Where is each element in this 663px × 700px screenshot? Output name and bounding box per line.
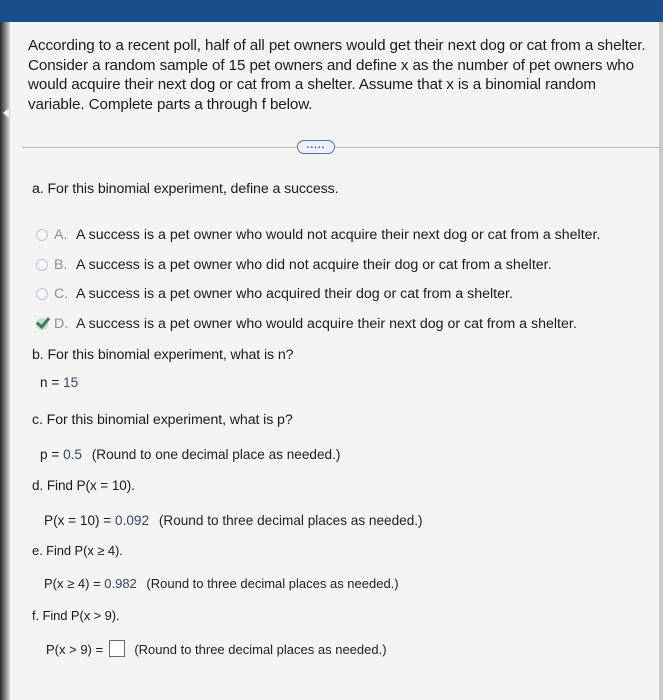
collapse-arrow-icon[interactable] — [3, 108, 9, 118]
option-c[interactable] — [36, 284, 513, 304]
answer-f — [46, 640, 387, 659]
rounding-hint: (Round to three decimal places as needed.) — [134, 642, 387, 657]
answer-label: n = — [40, 375, 60, 390]
answer-value-n[interactable]: 15 — [63, 375, 79, 390]
left-edge-shadow — [0, 22, 10, 700]
option-letter: C. — [54, 286, 69, 302]
answer-value-d[interactable]: 0.092 — [115, 513, 150, 528]
answer-p — [40, 446, 340, 464]
part-c-question: c. For this binomial experiment, what is p? — [32, 412, 293, 428]
rounding-hint: (Round to one decimal place as needed.) — [91, 447, 341, 462]
checkmark-icon[interactable] — [36, 318, 48, 330]
right-scroll-edge — [659, 22, 663, 700]
answer-value-e[interactable]: 0.982 — [104, 576, 137, 591]
answer-value-p[interactable]: 0.5 — [63, 447, 82, 462]
option-b[interactable] — [36, 255, 552, 275]
part-f-question: f. Find P(x > 9). — [32, 608, 120, 623]
answer-input-f[interactable] — [109, 640, 125, 657]
radio-icon[interactable] — [36, 229, 48, 241]
answer-label: P(x > 9) = — [46, 642, 104, 657]
answer-label: P(x = 10) = — [44, 513, 112, 528]
rounding-hint: (Round to three decimal places as needed.) — [158, 513, 423, 528]
option-text: A success is a pet owner who would not acquire their next dog or cat from a shelter. — [76, 227, 601, 243]
part-e-question: e. Find P(x ≥ 4). — [32, 543, 123, 558]
answer-n — [40, 374, 78, 392]
answer-e — [44, 575, 399, 593]
option-letter: A. — [54, 227, 68, 243]
part-d-question: d. Find P(x = 10). — [32, 478, 135, 493]
problem-statement: According to a recent poll, half of all pet owners would get their next dog or cat from a shelter. Consider a random sample of 15 pet owners and define x as the number of pet owners who would acquire their next dog or cat from a shelter. Assume that x is a binomial random variable. Complete parts a through f below. — [28, 37, 646, 113]
rounding-hint: (Round to three decimal places as needed.) — [146, 576, 399, 591]
radio-icon[interactable] — [36, 259, 48, 271]
option-text: A success is a pet owner who would acquire their next dog or cat from a shelter. — [76, 316, 577, 332]
section-divider — [22, 147, 659, 148]
option-a[interactable] — [36, 225, 600, 245]
part-a-question: a. For this binomial experiment, define a success. — [32, 181, 339, 197]
option-letter: B. — [54, 257, 68, 273]
question-panel — [10, 22, 659, 700]
option-text: A success is a pet owner who acquired their dog or cat from a shelter. — [76, 286, 513, 302]
answer-d — [44, 512, 423, 530]
answer-label: P(x ≥ 4) = — [44, 576, 101, 591]
option-d-selected[interactable] — [36, 314, 577, 334]
answer-label: p = — [40, 447, 60, 462]
top-bar — [0, 0, 663, 22]
more-button[interactable]: ..... — [297, 140, 335, 154]
radio-icon[interactable] — [36, 288, 48, 300]
option-letter: D. — [54, 316, 69, 332]
option-text: A success is a pet owner who did not acquire their dog or cat from a shelter. — [76, 257, 552, 273]
part-b-question: b. For this binomial experiment, what is n? — [32, 347, 294, 363]
